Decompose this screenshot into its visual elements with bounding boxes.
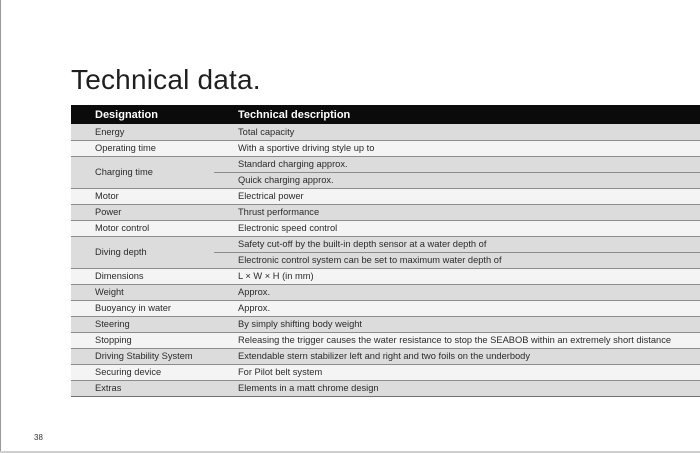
description-cell: Standard charging approx. — [214, 156, 700, 172]
table-row — [71, 364, 700, 380]
description-cell: Safety cut-off by the built-in depth sensor at a water depth of — [214, 236, 700, 252]
page-title: Technical data. — [71, 64, 261, 95]
description-cell: Thrust performance — [214, 204, 700, 220]
description-cell: L × W × H (in mm) — [214, 268, 700, 284]
table-header-row — [71, 105, 700, 124]
table-row — [71, 204, 700, 220]
description-cell: Quick charging approx. — [214, 172, 700, 188]
table-row — [71, 156, 700, 172]
designation-cell: Operating time — [71, 140, 214, 156]
description-cell: Electronic control system can be set to maximum water depth of — [214, 252, 700, 268]
table-row — [71, 300, 700, 316]
table-row — [71, 188, 700, 204]
table-row — [71, 220, 700, 236]
designation-cell: Extras — [71, 380, 214, 396]
designation-cell: Charging time — [71, 156, 214, 188]
description-cell: Electronic speed control — [214, 220, 700, 236]
designation-cell: Securing device — [71, 364, 214, 380]
designation-cell: Dimensions — [71, 268, 214, 284]
designation-cell: Stopping — [71, 332, 214, 348]
page-number: 38 — [34, 433, 43, 442]
table-row — [71, 236, 700, 252]
designation-cell: Buoyancy in water — [71, 300, 214, 316]
description-cell: Electrical power — [214, 188, 700, 204]
header-technical-description: Technical description — [214, 105, 700, 124]
page-left-edge — [0, 0, 1, 453]
technical-data-table — [71, 105, 700, 397]
description-cell: With a sportive driving style up to — [214, 140, 700, 156]
table-row — [71, 140, 700, 156]
table-row — [71, 316, 700, 332]
description-cell: For Pilot belt system — [214, 364, 700, 380]
table-row — [71, 284, 700, 300]
designation-cell: Motor — [71, 188, 214, 204]
designation-cell: Energy — [71, 124, 214, 140]
table-row — [71, 332, 700, 348]
description-cell: Elements in a matt chrome design — [214, 380, 700, 396]
designation-cell: Motor control — [71, 220, 214, 236]
table-row — [71, 124, 700, 140]
description-cell: Approx. — [214, 284, 700, 300]
description-cell: Total capacity — [214, 124, 700, 140]
description-cell: Extendable stern stabilizer left and right and two foils on the underbody — [214, 348, 700, 364]
table-row — [71, 348, 700, 364]
header-designation: Designation — [71, 105, 214, 124]
designation-cell: Driving Stability System — [71, 348, 214, 364]
table-row — [71, 380, 700, 396]
designation-cell: Steering — [71, 316, 214, 332]
designation-cell: Power — [71, 204, 214, 220]
description-cell: By simply shifting body weight — [214, 316, 700, 332]
designation-cell: Diving depth — [71, 236, 214, 268]
description-cell: Approx. — [214, 300, 700, 316]
description-cell: Releasing the trigger causes the water resistance to stop the SEABOB within an extremely short distance — [214, 332, 700, 348]
designation-cell: Weight — [71, 284, 214, 300]
table-row — [71, 268, 700, 284]
